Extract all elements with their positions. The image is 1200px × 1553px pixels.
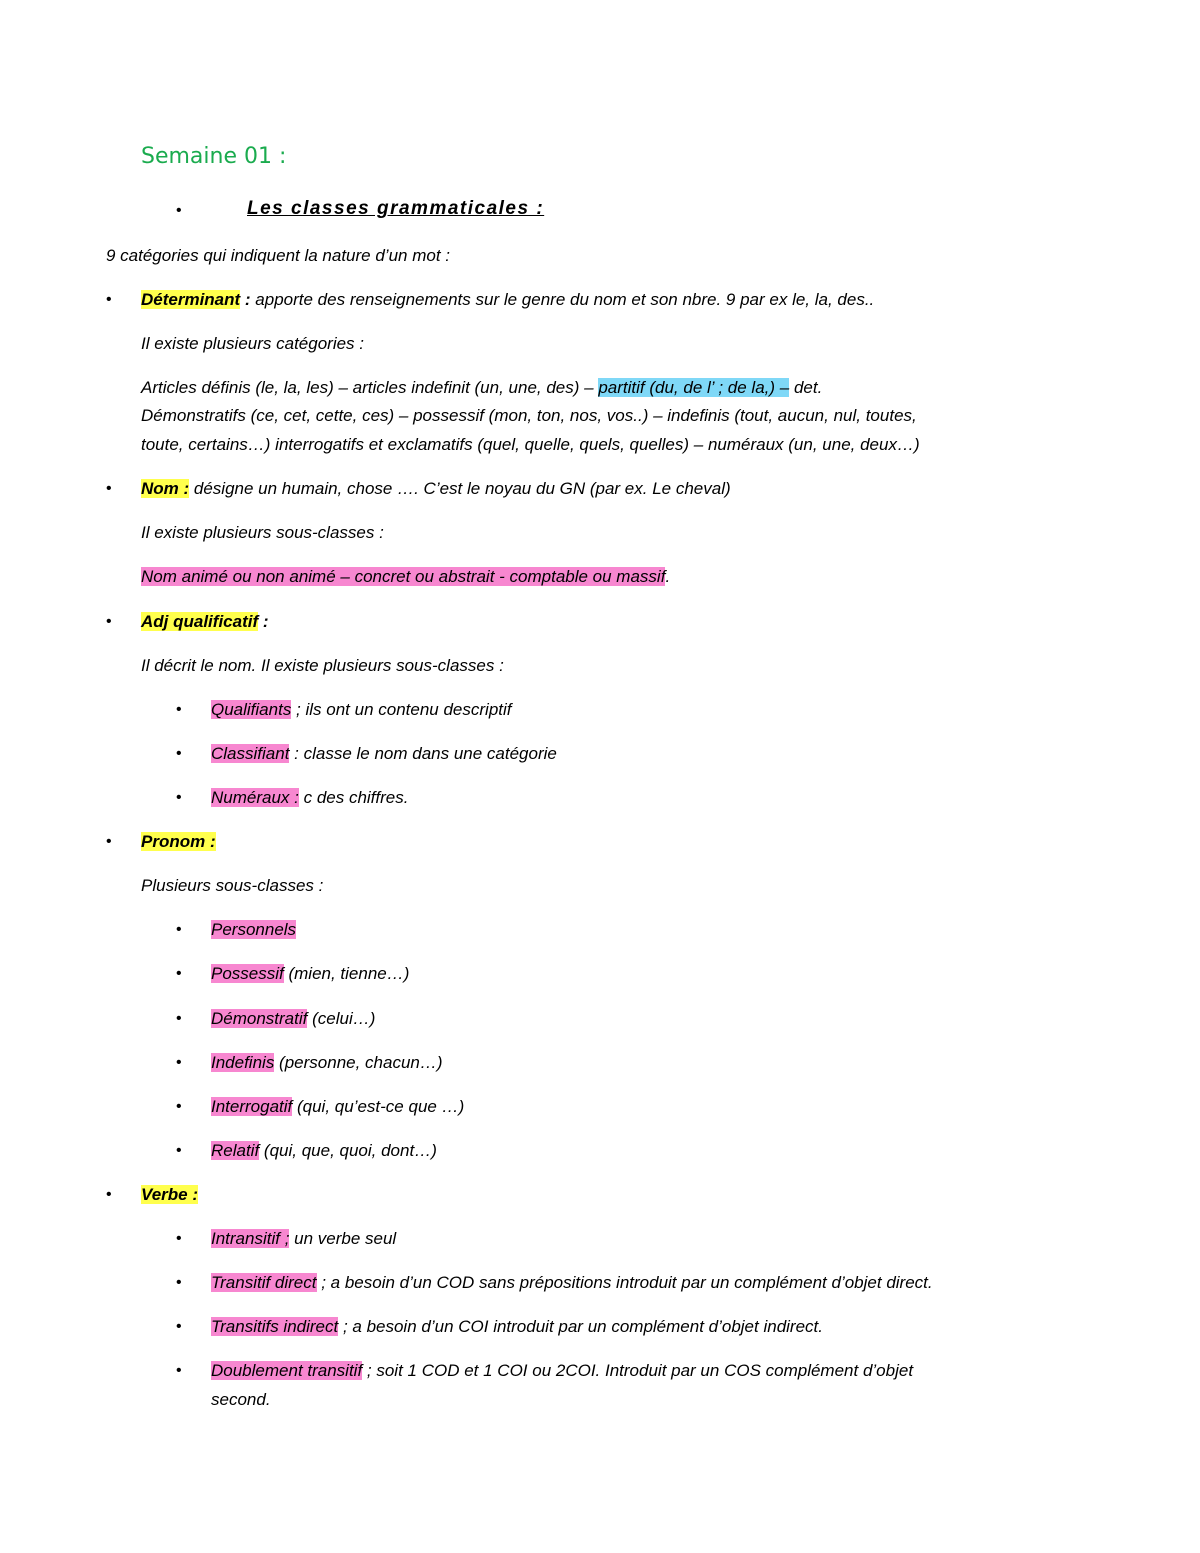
nom-item <box>141 479 731 499</box>
verbe-subitem <box>211 1229 396 1249</box>
verbe-subitem-continuation: second. <box>211 1390 271 1409</box>
pronom-term: Pronom : <box>141 832 216 851</box>
bullet: • <box>176 1142 182 1159</box>
verbe-subitem-desc: ; a besoin d’un COD sans prépositions introduit par un complément d’objet direct. <box>316 1273 933 1292</box>
bullet: • <box>176 701 182 718</box>
bullet: • <box>176 1318 182 1335</box>
pronom-sub: Plusieurs sous-classes : <box>141 876 324 895</box>
adj-sub: Il décrit le nom. Il existe plusieurs sous-classes : <box>141 656 504 675</box>
verbe-subitem-term: Transitif direct <box>211 1273 317 1292</box>
nom-desc: désigne un humain, chose …. C’est le noyau du GN (par ex. Le cheval) <box>189 479 731 498</box>
bullet: • <box>176 1054 182 1071</box>
pronom-item <box>141 832 216 852</box>
verbe-subitem-term: Intransitif ; <box>211 1229 290 1248</box>
adj-subitem <box>211 788 408 808</box>
determinant-line1 <box>141 378 822 398</box>
pronom-subitem-term: Possessif <box>211 964 284 983</box>
adj-subitem-term: Classifiant <box>211 744 290 763</box>
adj-term: Adj qualificatif <box>141 612 259 631</box>
adj-subitem-desc: : classe le nom dans une catégorie <box>289 744 557 763</box>
bullet: • <box>176 789 182 806</box>
pronom-subitem-desc: (qui, qu’est-ce que …) <box>292 1097 465 1116</box>
adj-subitem-term: Numéraux : <box>211 788 299 807</box>
adj-subitem-desc: ; ils ont un contenu descriptif <box>291 700 512 719</box>
determinant-line3: toute, certains…) interrogatifs et exclamatifs (quel, quelle, quels, quelles) – numéraux (un, une, deux…) <box>141 435 920 454</box>
nom-sub: Il existe plusieurs sous-classes : <box>141 523 384 542</box>
determinant-line2: Démonstratifs (ce, cet, cette, ces) – possessif (mon, ton, nos, vos..) – indefinis (tout, aucun, nul, toutes, <box>141 406 917 425</box>
bullet: • <box>106 613 112 630</box>
determinant-desc: apporte des renseignements sur le genre du nom et son nbre. 9 par ex le, la, des.. <box>250 290 875 309</box>
verbe-subitem <box>211 1273 933 1293</box>
bullet: • <box>176 1010 182 1027</box>
pronom-subitem-desc: (celui…) <box>307 1009 376 1028</box>
verbe-subitem-desc: ; soit 1 COD et 1 COI ou 2COI. Introduit par un COS complément d’objet <box>362 1361 914 1380</box>
pronom-subitem <box>211 1141 437 1161</box>
intro-text: 9 catégories qui indiquent la nature d’un mot : <box>106 246 451 265</box>
pronom-subitem-term: Personnels <box>211 920 297 939</box>
pronom-subitem <box>211 1097 464 1117</box>
section-heading: Les classes grammaticales : <box>247 198 545 219</box>
pronom-subitem-term: Relatif <box>211 1141 260 1160</box>
adj-subitem <box>211 744 557 764</box>
determinant-line1-a: Articles définis (le, la, les) – articles indefinit (un, une, des) – <box>141 378 599 397</box>
nom-term: Nom : <box>141 479 190 498</box>
adj-subitem-desc: c des chiffres. <box>298 788 409 807</box>
bullet: • <box>106 291 112 308</box>
partitif-highlight: partitif (du, de l’ ; de la,) – <box>598 378 790 397</box>
pronom-subitem-term: Indefinis <box>211 1053 275 1072</box>
bullet: • <box>176 1274 182 1291</box>
verbe-subitem-desc: un verbe seul <box>289 1229 397 1248</box>
nom-classes-highlight: Nom animé ou non animé – concret ou abstrait - comptable ou massif <box>141 567 666 586</box>
verbe-subitem-term: Transitifs indirect <box>211 1317 339 1336</box>
bullet: • <box>176 921 182 938</box>
bullet: • <box>176 1230 182 1247</box>
pronom-subitem <box>211 1053 443 1073</box>
bullet: • <box>176 202 182 219</box>
pronom-subitem <box>211 920 296 940</box>
determinant-term: Déterminant <box>141 290 241 309</box>
verbe-subitem <box>211 1317 823 1337</box>
adj-subitem <box>211 700 512 720</box>
verbe-subitem-term: Doublement transitif <box>211 1361 363 1380</box>
verbe-subitem-desc: ; a besoin d’un COI introduit par un complément d’objet indirect. <box>338 1317 823 1336</box>
bullet: • <box>176 1362 182 1379</box>
pronom-subitem-desc: (mien, tienne…) <box>283 964 410 983</box>
bullet: • <box>176 965 182 982</box>
verbe-item <box>141 1185 198 1205</box>
pronom-subitem <box>211 1009 375 1029</box>
pronom-subitem <box>211 964 409 984</box>
pronom-subitem-desc: (personne, chacun…) <box>274 1053 443 1072</box>
pronom-subitem-desc: (qui, que, quoi, dont…) <box>259 1141 437 1160</box>
bullet: • <box>106 480 112 497</box>
bullet: • <box>106 1186 112 1203</box>
determinant-colon: : <box>240 290 251 309</box>
adj-item <box>141 612 269 632</box>
determinant-item <box>141 290 874 310</box>
nom-classes <box>141 567 670 587</box>
determinant-sub: Il existe plusieurs catégories : <box>141 334 364 353</box>
pronom-subitem-term: Démonstratif <box>211 1009 308 1028</box>
adj-subitem-term: Qualifiants <box>211 700 292 719</box>
bullet: • <box>106 833 112 850</box>
bullet: • <box>176 745 182 762</box>
page-title: Semaine 01 : <box>141 144 287 169</box>
verbe-term: Verbe : <box>141 1185 199 1204</box>
verbe-subitem <box>211 1361 913 1381</box>
adj-colon: : <box>258 612 269 631</box>
determinant-line1-b: det. <box>789 378 823 397</box>
pronom-subitem-term: Interrogatif <box>211 1097 293 1116</box>
nom-classes-end: . <box>665 567 671 586</box>
bullet: • <box>176 1098 182 1115</box>
